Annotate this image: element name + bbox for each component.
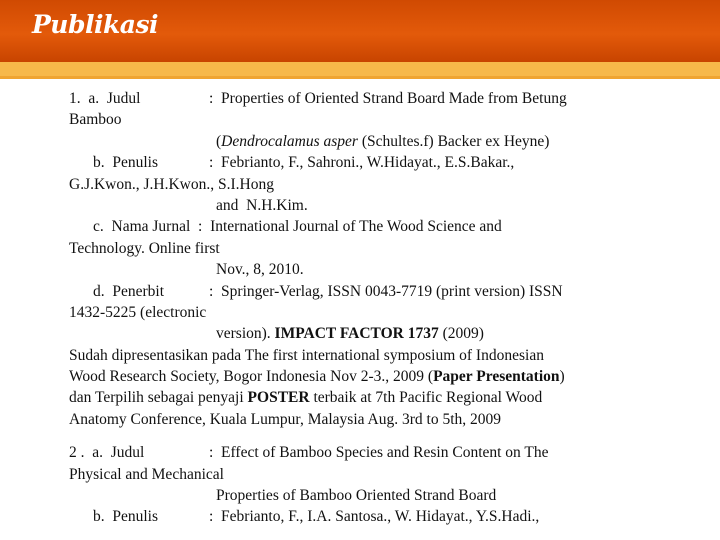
species-name: Dendrocalamus asper — [221, 132, 358, 150]
publication-line — [69, 259, 669, 280]
line-text: Technology. Online first — [69, 239, 220, 257]
line-text: d. Penerbit — [93, 282, 165, 300]
publication-line — [69, 302, 669, 323]
publication-entry — [69, 88, 669, 430]
page-title: Publikasi — [32, 10, 159, 39]
emphasis-text: Paper Presentation — [433, 368, 560, 386]
line-text: Properties of Bamboo Oriented Strand Board — [216, 487, 497, 505]
line-text: : Febrianto, F., Sahroni., W.Hidayat., E.S.Bakar., — [209, 154, 515, 172]
accent-bar — [0, 62, 720, 76]
line-text: Bamboo — [69, 111, 122, 129]
line-text: b. Penulis — [93, 508, 159, 526]
publication-line — [69, 174, 669, 195]
line-text: 1432-5225 (electronic — [69, 303, 207, 321]
publication-line — [69, 216, 669, 237]
publication-separator — [69, 430, 669, 442]
title-banner — [0, 0, 720, 62]
line-text: b. Penulis — [93, 154, 159, 172]
publication-line — [69, 409, 669, 430]
publication-line — [69, 152, 669, 173]
line-text: dan Terpilih sebagai penyaji — [69, 389, 248, 407]
emphasis-text: IMPACT FACTOR 1737 — [274, 325, 439, 343]
emphasis-text: POSTER — [247, 389, 310, 407]
line-text: G.J.Kwon., J.H.Kwon., S.I.Hong — [69, 175, 274, 193]
publication-line — [69, 323, 669, 344]
line-text: and N.H.Kim. — [216, 196, 308, 214]
publication-line — [69, 464, 669, 485]
publication-line — [69, 88, 669, 109]
line-text: (Schultes.f) Backer ex Heyne) — [357, 132, 550, 150]
accent-bar-shadow — [0, 76, 720, 79]
line-text: Physical and Mechanical — [69, 465, 224, 483]
line-text: : Febrianto, F., I.A. Santosa., W. Hidayat., Y.S.Hadi., — [209, 508, 540, 526]
publication-line — [69, 366, 669, 387]
line-text: 1. a. Judul — [69, 90, 141, 107]
line-text: (2009) — [438, 325, 484, 343]
publication-line — [69, 506, 669, 527]
line-text: ) — [559, 368, 565, 386]
publication-entry — [69, 442, 669, 528]
line-text: : Effect of Bamboo Species and Resin Content on The — [209, 444, 549, 462]
publication-line — [69, 442, 669, 463]
publication-list — [69, 88, 669, 528]
publication-line — [69, 345, 669, 366]
line-text: version). — [216, 325, 275, 343]
publication-line — [69, 195, 669, 216]
line-text: ( — [216, 132, 222, 150]
publication-line — [69, 238, 669, 259]
line-text: : Properties of Oriented Strand Board Made from Betung — [209, 90, 567, 107]
line-text: : Springer-Verlag, ISSN 0043-7719 (print version) ISSN — [209, 282, 563, 300]
line-text: 2 . a. Judul — [69, 444, 145, 462]
publication-line — [69, 485, 669, 506]
line-text: Sudah dipresentasikan pada The first international symposium of Indonesian — [69, 346, 544, 364]
publication-line — [69, 281, 669, 302]
line-text: Anatomy Conference, Kuala Lumpur, Malaysia Aug. 3rd to 5th, 2009 — [69, 410, 501, 428]
line-text: c. Nama Jurnal : International Journal of The Wood Science and — [93, 218, 502, 236]
publication-line — [69, 131, 669, 152]
publication-line — [69, 109, 669, 130]
publication-line — [69, 387, 669, 408]
line-text: Nov., 8, 2010. — [216, 261, 304, 279]
line-text: Wood Research Society, Bogor Indonesia Nov 2-3., 2009 ( — [69, 368, 434, 386]
line-text: terbaik at 7th Pacific Regional Wood — [309, 389, 543, 407]
